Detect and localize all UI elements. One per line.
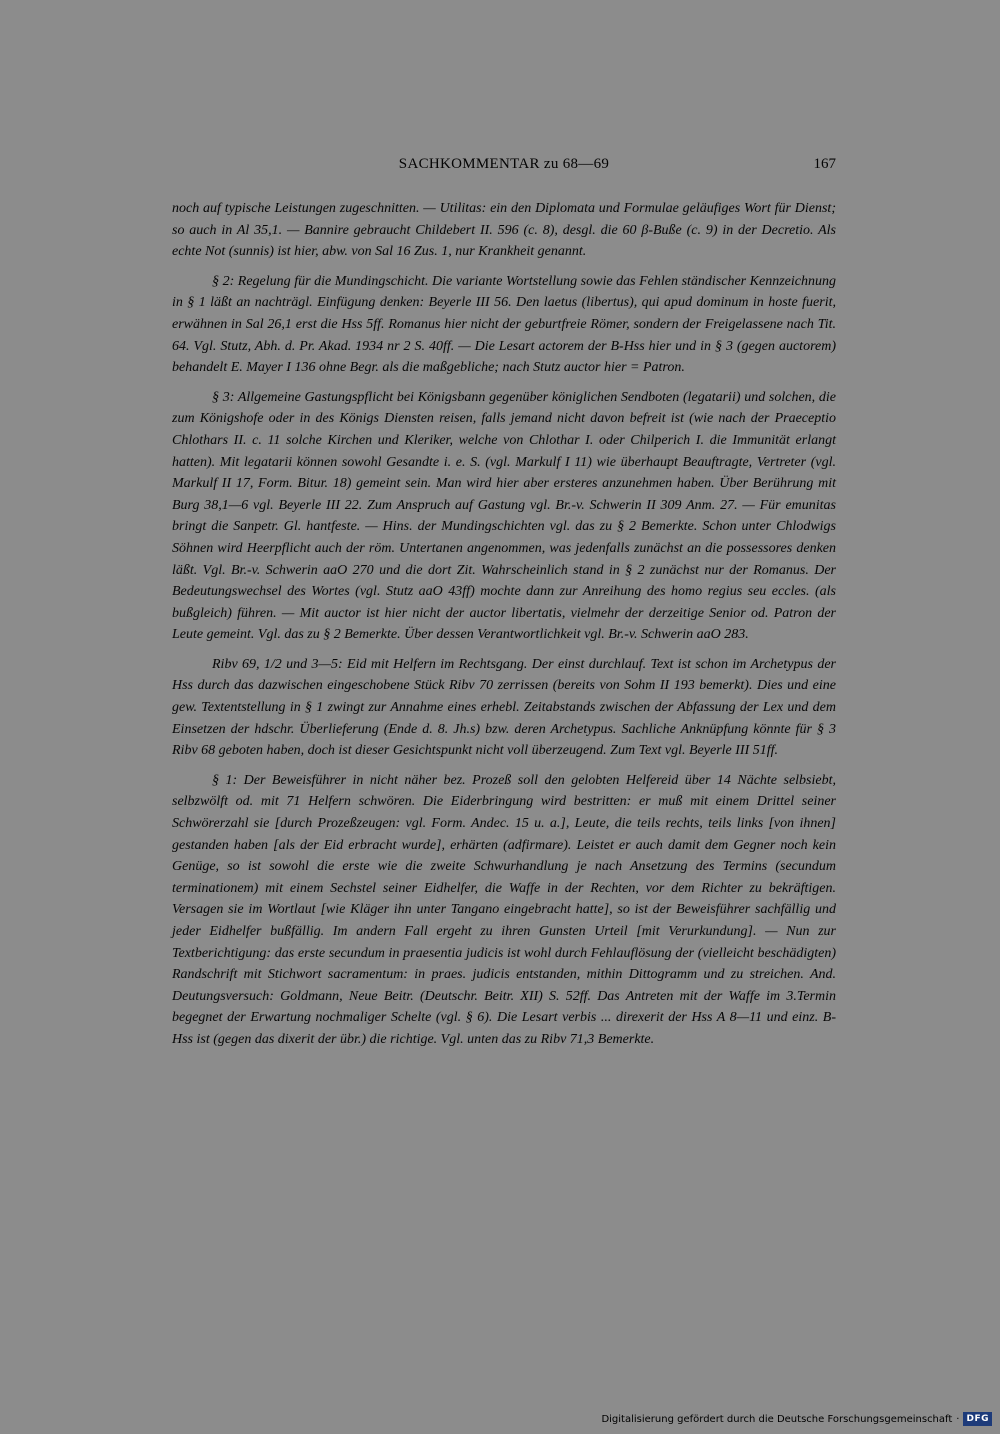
digitization-footer [601,1408,992,1430]
paragraph: § 1: Der Beweisführer in nicht näher bez. Prozeß soll den gelobten Helfereid über 14 Nächte selbsiebt, selbzwölft od. mit 71 Helfern schwören. Die Eiderbringung wird bestritten: er muß mit einem Drittel seiner Schwörerzahl sie [durch Prozeßzeugen: vgl. Form. Andec. 15 u. a.], Leute, die teils rechts, teils links [von ihnen] gestanden haben [als der Eid erbracht wurde], erhärten (adfirmare). Leistet er auch damit dem Gegner noch kein Genüge, so ist sowohl die erste wie die zweite Schwurhandlung je nach Ansetzung des Termins (secundum terminationem) mit einem Sechstel seiner Eidhelfer, die Waffe in der Rechten, vor dem Richter zu bekräftigen. Versagen sie im Wortlaut [wie Kläger ihn unter Tangano eingebracht hatte], so ist der Beweisführer sachfällig und jeder Eidhelfer bußfällig. Im andern Fall ergeht zu ihren Gunsten Urteil [mit Verurkundung]. — Nun zur Textberichtigung: das erste secundum in praesentia judicis ist wohl durch Fehlauflösung der (vielleicht beschädigten) Randschrift mit Stichwort sacramentum: in praes. judicis entstanden, mithin Dittogramm und zu streichen. And. Deutungsversuch: Goldmann, Neue Beitr. (Deutschr. Beitr. XII) S. 52ff. Das Antreten mit der Waffe im 3.Termin begegnet der Erwartung nochmaliger Schelte (vgl. § 6). Die Lesart verbis ... direxerit der Hss A 8—11 und einz. B-Hss ist (gegen das dixerit der übr.) die richtige. Vgl. unten das zu Ribv 71,3 Bemerkte. [172,772,836,1047]
running-header [172,156,836,178]
paragraph: § 2: Regelung für die Mundingschicht. Die variante Wortstellung sowie das Fehlen ständischer Kennzeichnung in § 1 läßt an nachträgl. Einfügung denken: Beyerle III 56. Den laetus (libertus), qui apud dominum in hoste fuerit, erwähnen in Sal 26,1 erst die Hss 5ff. Romanus hier nicht der geburtfreie Römer, sondern der Freigelassene nach Tit. 64. Vgl. Stutz, Abh. d. Pr. Akad. 1934 nr 2 S. 40ff. — Die Lesart actorem der B-Hss hier und in § 3 (gegen auctorem) behandelt E. Mayer I 136 ohne Begr. als die maßgebliche; nach Stutz auctor hier = Patron. [172,273,836,376]
dfg-logo: DFG [963,1412,992,1426]
page-number: 167 [813,156,836,172]
paragraph: noch auf typische Leistungen zugeschnitten. — Utilitas: ein den Diplomata und Formulae geläufiges Wort für Dienst; so auch in Al 35,1. — Bannire gebraucht Childebert II. 596 (c. 8), desgl. die 60 β-Buße (c. 9) in der Decretio. Als echte Not (sunnis) ist hier, abw. von Sal 16 Zus. 1, nur Krankheit genannt. [172,201,836,260]
commentary-text [172,198,836,1059]
footer-text: Digitalisierung gefördert durch die Deutsche Forschungsgemeinschaft [601,1413,953,1425]
paragraph: § 3: Allgemeine Gastungspflicht bei Königsbann gegenüber königlichen Sendboten (legatarii) und solchen, die zum Königshofe oder in des Königs Diensten reisen, falls jemand nicht davon befreit ist (wie nach der Praeceptio Chlothars II. c. 11 solche Kirchen und Kleriker, welche von Chlothar I. oder Chilperich I. die Immunität erlangt hatten). Mit legatarii können sowohl Gesandte i. e. S. (vgl. Markulf I 11) wie überhaupt Beauftragte, Vertreter (vgl. Markulf II 17, Form. Bitur. 18) gemeint sein. Man wird hier aber ersteres anzunehmen haben. Über Berührung mit Burg 38,1—6 vgl. Beyerle III 22. Zum Anspruch auf Gastung vgl. Br.-v. Schwerin II 309 Anm. 27. — Für emunitas bringt die Sanpetr. Gl. hantfeste. — Hins. der Mundingschichten vgl. das zu § 2 Bemerkte. Schon unter Chlodwigs Söhnen wird Heerpflicht auch der röm. Untertanen angenommen, was jedenfalls zunächst an die possessores denken läßt. Vgl. Br.-v. Schwerin aaO 270 und die dort Zit. Wahrscheinlich stand in § 2 zunächst nur der Romanus. Der Bedeutungswechsel des Wortes (vgl. Stutz aaO 43ff) mochte dann zur Anreihung des homo regius seu eccles. (als bußgleich) führen. — Mit auctor ist hier nicht der auctor libertatis, vielmehr der derzeitige Senior od. Patron der Leute gemeint. Vgl. das zu § 2 Bemerkte. Über dessen Verantwortlichkeit vgl. Br.-v. Schwerin aaO 283. [172,389,836,643]
header-title: SACHKOMMENTAR zu 68—69 [398,156,610,172]
paragraph: Ribv 69, 1/2 und 3—5: Eid mit Helfern im Rechtsgang. Der einst durchlauf. Text ist schon im Archetypus der Hss durch das dazwischen eingeschobene Stück Ribv 70 zerrissen (bereits von Sohm II 193 bemerkt). Dies und eine gew. Textentstellung in § 1 zwingt zur Annahme eines erhebl. Zeitabstands zwischen der Abfassung der Lex und dem Einsetzen der hdschr. Überlieferung (Ende d. 8. Jh.s) bzw. deren Archetypus. Sachliche Anknüpfung könnte für § 3 Ribv 68 geboten haben, doch ist dieser Gesichtspunkt nicht voll überzeugend. Zum Text vgl. Beyerle III 51ff. [172,656,836,759]
footer-separator: · [956,1413,960,1425]
